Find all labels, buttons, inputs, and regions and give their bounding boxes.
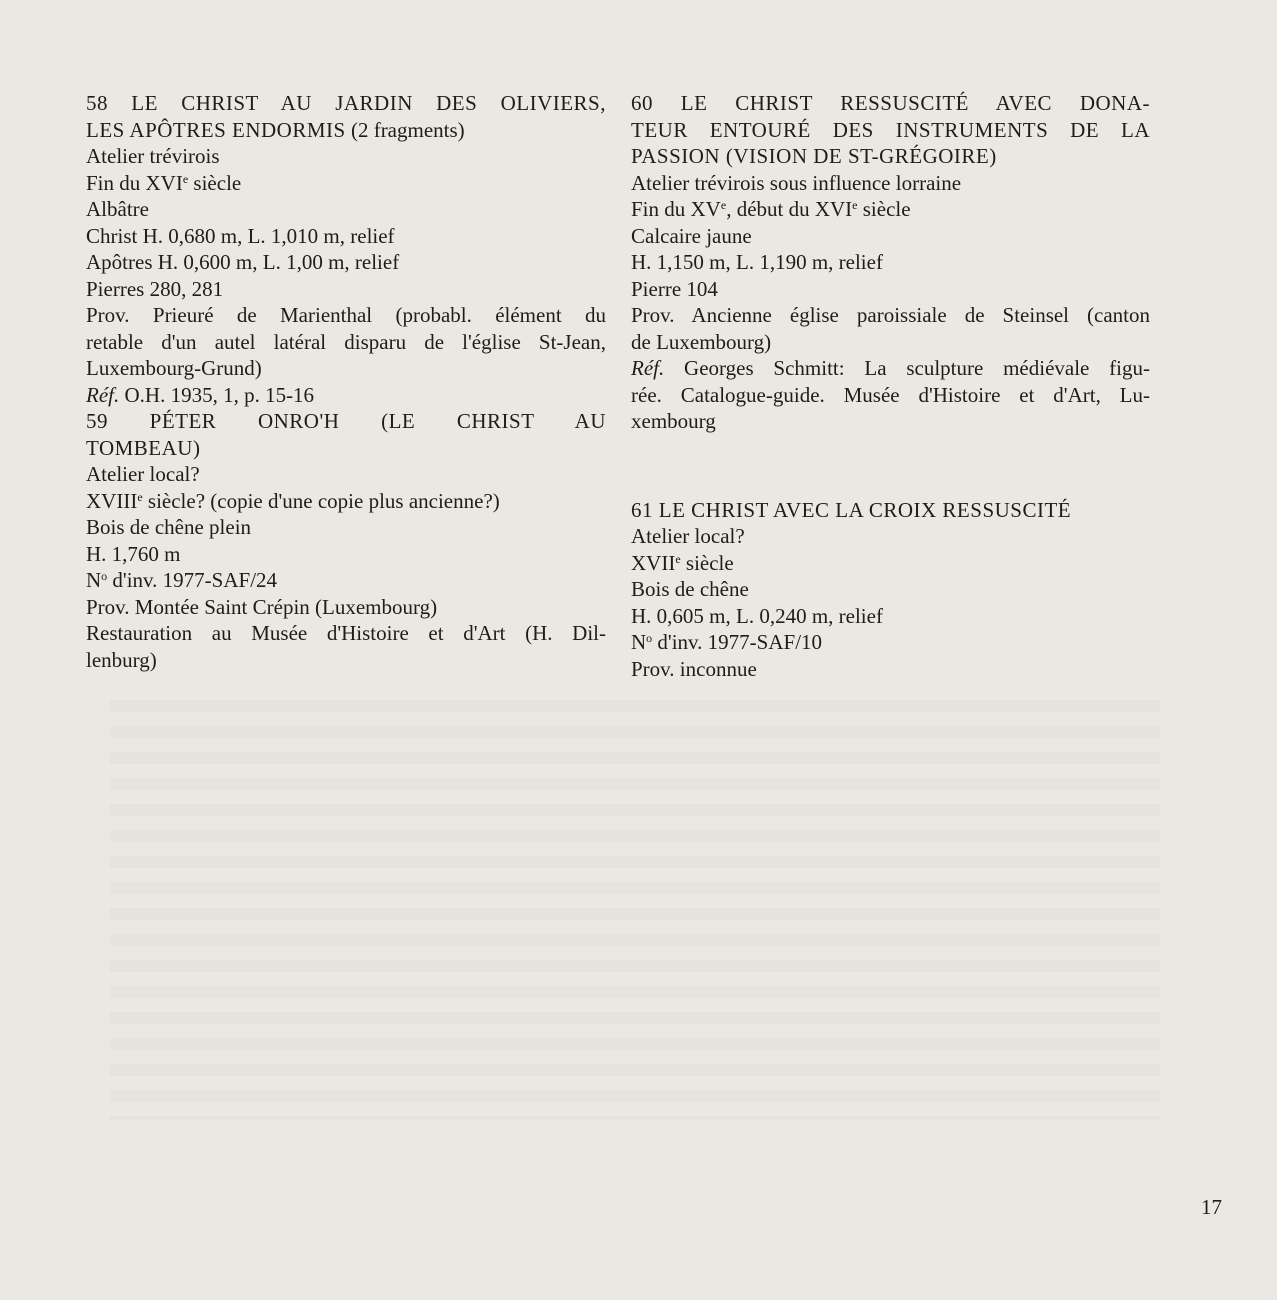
entry-59-provenance: Prov. Montée Saint Crépin (Luxembourg) — [86, 594, 438, 619]
entry-60-title-line-2: TEUR ENTOURÉ DES INSTRUMENTS DE LA — [631, 117, 1150, 142]
entry-58-workshop: Atelier trévirois — [86, 144, 220, 168]
entry-61-inv-a: N — [631, 630, 647, 654]
entry-60-reference-3: xembourg — [631, 409, 716, 433]
entry-59-inv-a: N — [86, 568, 102, 592]
entry-60-date-sup: e — [720, 198, 727, 212]
entry-59 — [86, 408, 606, 673]
entry-60-dimensions: H. 1,150 m, L. 1,190 m, relief — [631, 250, 883, 274]
entry-60-title-line-1: 60 LE CHRIST RESSUSCITÉ AVEC DONA- — [631, 91, 1150, 115]
entry-58-ref-text: O.H. 1935, 1, p. 15-16 — [119, 382, 315, 407]
entry-58-date-a: Fin du XVI — [86, 170, 183, 195]
entry-61-inv-b: d'inv. 1977-SAF/10 — [652, 630, 823, 654]
entry-60-prov-2: de Luxembourg) — [631, 329, 772, 354]
entry-59-restoration-2: lenburg) — [86, 647, 157, 672]
entry-58-date — [86, 170, 606, 197]
entry-61 — [631, 497, 1150, 683]
entry-58-title-line-2 — [86, 117, 606, 144]
entry-61-date — [631, 550, 1150, 577]
entry-61-provenance: Prov. inconnue — [631, 656, 757, 681]
entry-59-material: Bois de chêne plein — [86, 515, 252, 539]
entry-60-stone: Pierre 104 — [631, 276, 718, 301]
entry-61-date-a: XVII — [631, 550, 676, 575]
entry-61-date-b: siècle — [680, 550, 734, 575]
entry-60-date-c: siècle — [857, 197, 911, 221]
entry-61-inventory — [631, 629, 1150, 656]
entry-60-title-line-3: PASSION (VISION DE ST-GRÉGOIRE) — [631, 144, 997, 168]
entry-61-inv-sup: o — [646, 631, 653, 645]
entry-60-date — [631, 196, 1150, 223]
entry-59-inv-b: d'inv. 1977-SAF/24 — [107, 568, 278, 592]
entry-59-workshop: Atelier local? — [86, 462, 200, 486]
entry-61-date-sup: e — [675, 551, 681, 566]
entry-58-dim-apotres: Apôtres H. 0,600 m, L. 1,00 m, relief — [86, 250, 400, 274]
entry-61-workshop: Atelier local? — [631, 524, 745, 548]
entry-59-date — [86, 488, 606, 515]
entry-58-prov-1: Prov. Prieuré de Marienthal (probabl. élément du — [86, 303, 606, 327]
entry-58-date-sup: e — [182, 171, 189, 186]
entry-59-date-b: siècle? (copie d'une copie plus ancienne?) — [142, 488, 500, 513]
entry-60-ref-text-1: Georges Schmitt: La sculpture médiévale figu- — [664, 356, 1150, 380]
entry-60-date-sup-2: e — [852, 198, 858, 212]
show-through-texture — [110, 700, 1160, 1120]
entry-60-workshop: Atelier trévirois sous influence lorraine — [631, 170, 962, 195]
entry-59-date-a: XVIII — [86, 488, 138, 513]
entry-60-prov-1: Prov. Ancienne église paroissiale de Steinsel (canton — [631, 303, 1150, 327]
entry-59-date-sup: e — [137, 489, 143, 504]
entry-59-restoration-1: Restauration au Musée d'Histoire et d'Art (H. Dil- — [86, 621, 606, 645]
entry-61-title: 61 LE CHRIST AVEC LA CROIX RESSUSCITÉ — [631, 497, 1072, 522]
entry-58-material: Albâtre — [86, 197, 149, 221]
entry-59-title-line-2: TOMBEAU) — [86, 435, 201, 460]
entry-58 — [86, 90, 606, 408]
entry-59-inv-sup: o — [101, 569, 108, 583]
entry-58-dim-christ: Christ H. 0,680 m, L. 1,010 m, relief — [86, 223, 395, 248]
entry-58-ref-label: Réf. — [86, 382, 120, 407]
entry-60-date-a: Fin du XV — [631, 197, 721, 221]
left-column — [86, 90, 606, 673]
entry-60-ref-label: Réf. — [631, 356, 665, 380]
entry-59-title-line-1: 59 PÉTER ONRO'H (LE CHRIST AU — [86, 409, 606, 433]
entry-60-reference-2: rée. Catalogue-guide. Musée d'Histoire et d'Art, Lu- — [631, 382, 1150, 407]
entry-60 — [631, 90, 1150, 435]
entry-61-material: Bois de chêne — [631, 577, 749, 601]
entry-58-reference — [86, 382, 606, 409]
entry-58-title-note: (2 fragments) — [345, 117, 465, 142]
entry-58-stones: Pierres 280, 281 — [86, 276, 224, 301]
entry-60-date-b: , début du XVI — [726, 197, 853, 221]
entry-61-dimensions: H. 0,605 m, L. 0,240 m, relief — [631, 603, 883, 628]
entry-58-prov-2: retable d'un autel latéral disparu de l'église St-Jean, — [86, 329, 606, 354]
entry-58-title-text: LES APÔTRES ENDORMIS — [86, 117, 346, 142]
entry-60-material: Calcaire jaune — [631, 223, 752, 248]
entry-60-reference-1 — [631, 355, 1150, 382]
page-number: 17 — [1201, 1195, 1222, 1219]
entry-58-date-b: siècle — [188, 170, 242, 195]
entry-58-title-line-1: 58 LE CHRIST AU JARDIN DES OLIVIERS, — [86, 91, 606, 115]
right-column — [631, 90, 1150, 682]
entry-59-inventory — [86, 567, 606, 594]
entry-58-prov-3: Luxembourg-Grund) — [86, 356, 262, 380]
entry-59-dimensions: H. 1,760 m — [86, 541, 181, 566]
